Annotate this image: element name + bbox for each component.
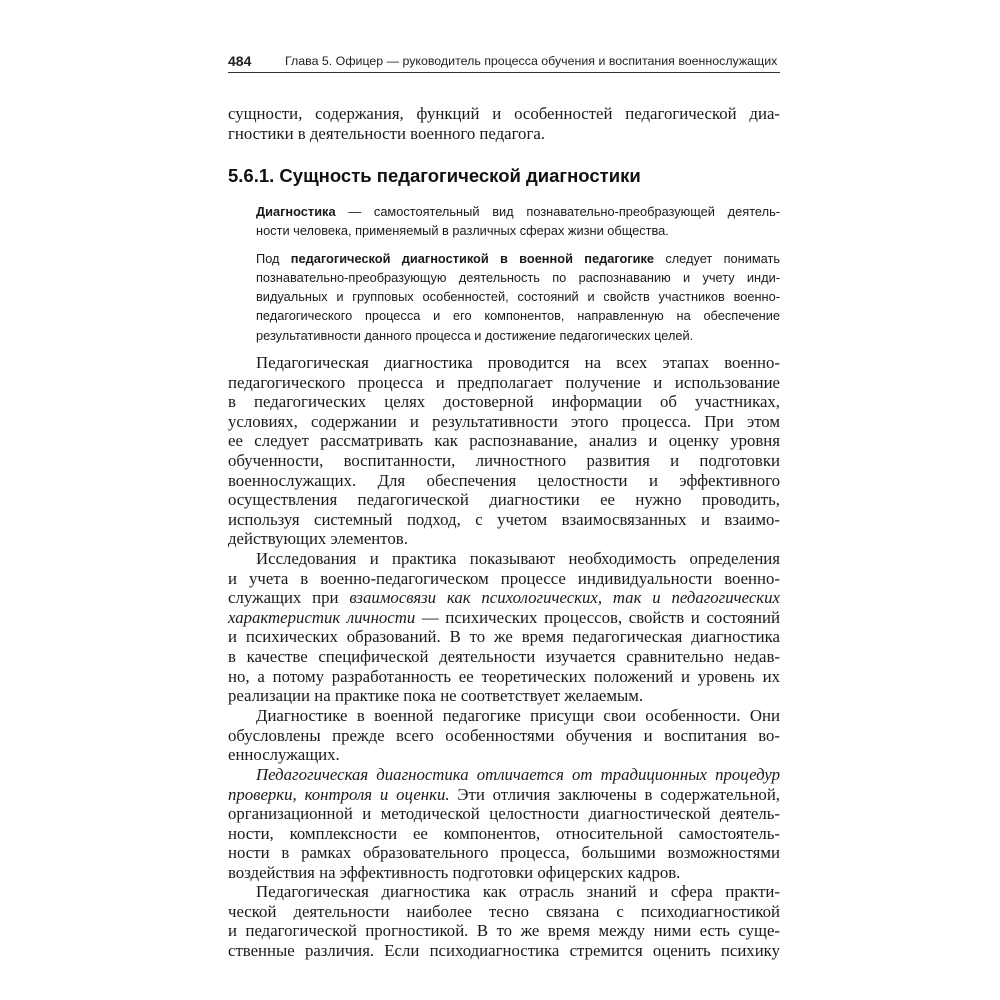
definitions-block bbox=[256, 202, 780, 353]
text-line bbox=[228, 765, 780, 785]
text-line bbox=[256, 249, 780, 268]
body-paragraph-1 bbox=[228, 353, 780, 549]
text-line: ее следует рассматривать как распознавание, анализ и оценку уровня bbox=[228, 431, 780, 451]
text-line: Педагогическая диагностика как отрасль знаний и сфера практи- bbox=[256, 882, 780, 901]
text-line: условиях, содержании и результативности этого процесса. При этом bbox=[228, 411, 780, 431]
text-line: организационной и методической целостности диагностической деятель- bbox=[228, 804, 780, 824]
text-span: — психических процессов, свойств и состояний bbox=[415, 607, 780, 627]
text-line: и психических образований. В то же время педагогическая диагностика bbox=[228, 627, 780, 647]
text-line bbox=[228, 588, 780, 608]
text-line: но, а потому разработанность ее теоретических положений и уровень их bbox=[228, 666, 780, 686]
text-span: Под bbox=[256, 250, 291, 266]
text-line bbox=[256, 202, 780, 221]
text-span: следует понимать bbox=[654, 250, 781, 266]
body-paragraph-5 bbox=[228, 882, 780, 960]
text-line: педагогического процесса и предполагает получение и использование bbox=[228, 372, 780, 392]
term: Диагностика bbox=[256, 204, 336, 219]
italic-span: взаимосвязи как психологических, так и педагогических bbox=[349, 588, 780, 608]
text-line: ности в рамках образовательного процесса, большими возможностями bbox=[228, 843, 780, 863]
text-line: еннослужащих. bbox=[228, 745, 340, 765]
text-line: ности человека, применяемый в различных сферах жизни общества. bbox=[256, 223, 669, 239]
text-line: результативности данного процесса и достижение педагогических целей. bbox=[256, 327, 694, 343]
text-line: педагогического процесса и его компонентов, направленную на обеспечение bbox=[256, 308, 780, 324]
text-line: сущности, содержания, функций и особенностей педагогической диа- bbox=[228, 104, 780, 123]
text-line: Педагогическая диагностика проводится на всех этапах военно- bbox=[256, 353, 780, 372]
text-line: в качестве специфической деятельности изучается сравнительно недав- bbox=[228, 646, 780, 666]
text-line: ческой деятельности наиболее тесно связана с психодиагностикой bbox=[228, 901, 780, 921]
intro-paragraph bbox=[228, 104, 780, 143]
section-title: 5.6.1. Сущность педагогической диагностики bbox=[228, 165, 641, 186]
text-line: и педагогической прогностикой. В то же время между ними есть суще- bbox=[228, 921, 780, 941]
text-line: реализации на практике пока не соответствует желаемым. bbox=[228, 686, 644, 706]
text-line: воздействия на эффективность подготовки офицерских кадров. bbox=[228, 862, 681, 882]
italic-span: характеристик личности bbox=[228, 607, 416, 627]
text-line: видуальных и групповых особенностей, состояний и свойств участников военно- bbox=[256, 289, 780, 305]
body-paragraph-3 bbox=[228, 706, 780, 765]
text-line: действующих элементов. bbox=[228, 529, 408, 549]
page-number: 484 bbox=[228, 53, 252, 69]
text-line: познавательно-преобразующую деятельность по распознаванию и учету инди- bbox=[256, 269, 780, 285]
text-line: гностики в деятельности военного педагога. bbox=[228, 123, 545, 143]
body-paragraph-4 bbox=[228, 765, 780, 883]
page-header bbox=[228, 52, 780, 73]
italic-span: проверки, контроля и оценки. bbox=[228, 784, 450, 804]
text-line: ности, комплексности ее компонентов, относительной самостоятель- bbox=[228, 823, 780, 843]
definition-pedagogical-diagnostics bbox=[256, 249, 780, 345]
text-span: — самостоятельный вид познавательно-преобразующей деятель- bbox=[335, 204, 780, 219]
running-head: Глава 5. Офицер — руководитель процесса обучения и воспитания военнослужащих bbox=[285, 54, 778, 68]
text-line: обусловлены прежде всего особенностями обучения и воспитания во- bbox=[228, 725, 780, 745]
text-line: Диагностике в военной педагогике присущи свои особенности. Они bbox=[256, 706, 780, 725]
text-line bbox=[228, 608, 780, 628]
text-span: Эти отличия заключены в содержательной, bbox=[449, 784, 780, 804]
text-line: используя системный подход, с учетом взаимосвязанных и взаимо- bbox=[228, 509, 780, 529]
text-line: Исследования и практика показывают необходимость определения bbox=[256, 549, 780, 568]
text-line: осуществления педагогической диагностики ее нужно проводить, bbox=[228, 490, 780, 510]
text-span: служащих при bbox=[228, 588, 350, 608]
text-line: обученности, воспитанности, личностного развития и подготовки bbox=[228, 450, 780, 470]
text-line: в педагогических целях достоверной информации об участниках, bbox=[228, 392, 780, 412]
definition-diagnostics bbox=[256, 202, 780, 241]
text-line: военнослужащих. Для обеспечения целостности и эффективного bbox=[228, 470, 780, 490]
text-line bbox=[228, 785, 780, 805]
body-paragraph-2 bbox=[228, 549, 780, 706]
term: педагогической диагностикой в военной педагогике bbox=[290, 250, 655, 266]
text-line: и учета в военно-педагогическом процессе индивидуальности военно- bbox=[228, 568, 780, 588]
text-line: ственные различия. Если психодиагностика стремится оценить психику bbox=[228, 940, 780, 960]
italic-span: Педагогическая диагностика отличается от традиционных процедур bbox=[256, 765, 780, 784]
